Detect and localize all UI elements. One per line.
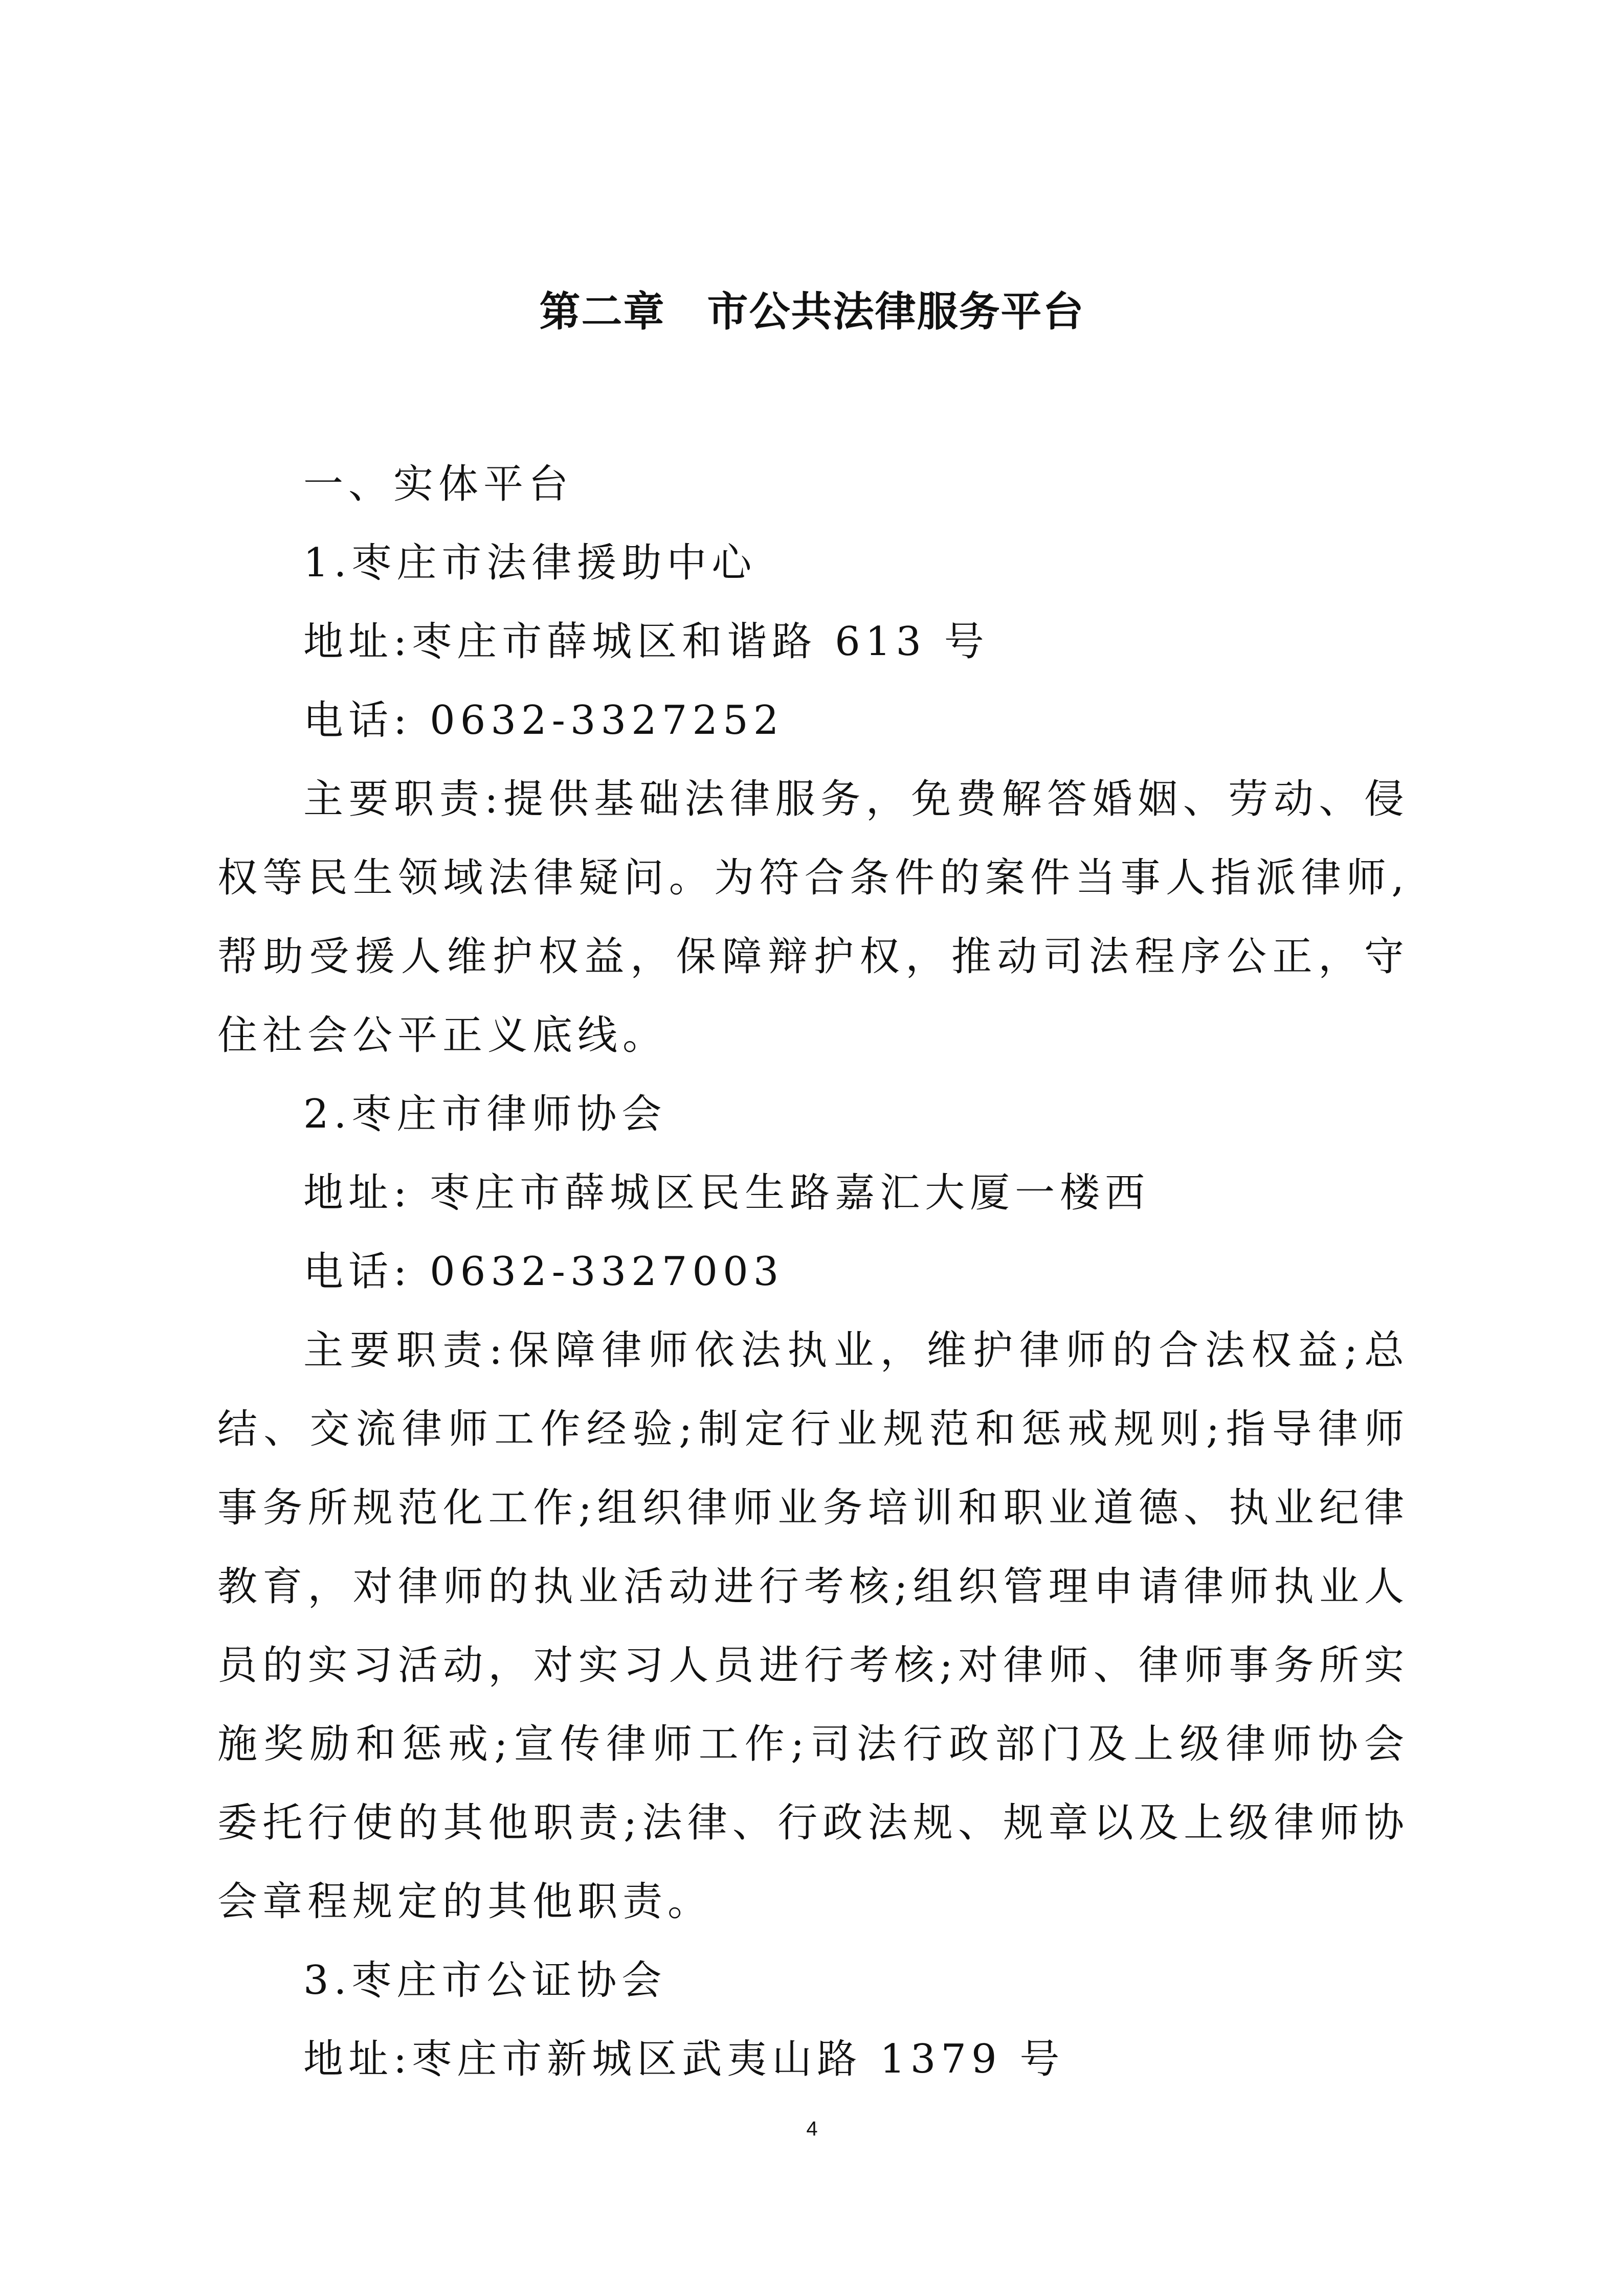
- entry-phone-legal-aid-center: 电话: 0632-3327252: [303, 697, 784, 744]
- page-number: 4: [806, 2118, 818, 2140]
- chapter-title: 第二章 市公共法律服务平台: [539, 288, 1085, 335]
- section-heading: 一、实体平台: [303, 461, 574, 507]
- entry-address-legal-aid-center: 地址:枣庄市薛城区和谐路 613 号: [303, 619, 989, 665]
- entry-duties-legal-aid-center: 主要职责:提供基础法律服务，免费解答婚姻、劳动、侵权等民生领域法律疑问。为符合条件的案件当事人指派律师,帮助受援人维护权益，保障辩护权，推动司法程序公正，守住社会公平正义底线。: [217, 776, 1409, 1059]
- entry-name-lawyers-association: 2.枣庄市律师协会: [303, 1091, 667, 1137]
- entry-phone-lawyers-association: 电话: 0632-3327003: [303, 1249, 784, 1295]
- entry-name-notary-association: 3.枣庄市公证协会: [303, 1957, 667, 2004]
- entry-address-notary-association: 地址:枣庄市新城区武夷山路 1379 号: [303, 2036, 1065, 2082]
- entry-duties-lawyers-association: 主要职责:保障律师依法执业，维护律师的合法权益;总结、交流律师工作经验;制定行业规范和惩戒规则;指导律师事务所规范化工作;组织律师业务培训和职业道德、执业纪律教育，对律师的执业活动进行考核;组织管理申请律师执业人员的实习活动，对实习人员进行考核;对律师、律师事务所实施奖励和惩戒;宣传律师工作;司法行政部门及上级律师协会委托行使的其他职责;法律、行政法规、规章以及上级律师协会章程规定的其他职责。: [217, 1327, 1409, 1925]
- entry-name-legal-aid-center: 1.枣庄市法律援助中心: [303, 540, 757, 586]
- page-content: [217, 445, 1409, 2099]
- entry-address-lawyers-association: 地址: 枣庄市薛城区民生路嘉汇大厦一楼西: [303, 1170, 1150, 1216]
